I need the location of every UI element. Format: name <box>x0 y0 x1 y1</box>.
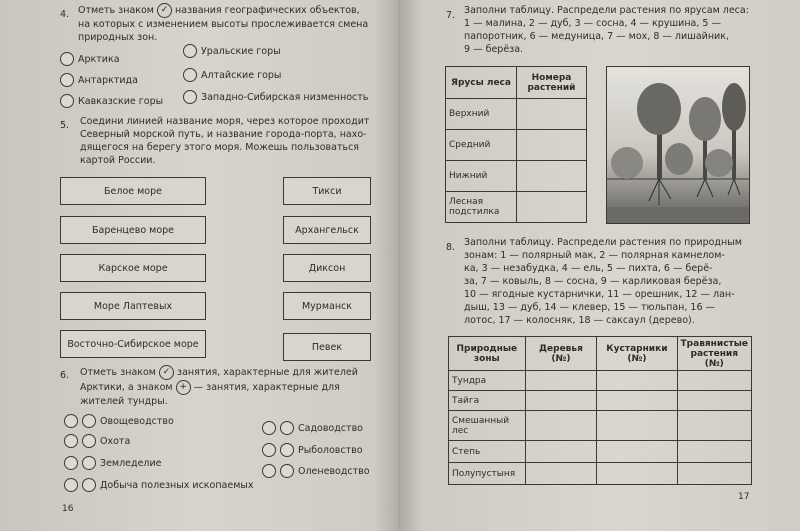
radio-circle-icon[interactable] <box>262 443 276 457</box>
table-header: Деревья (№) <box>525 337 597 371</box>
q4-text-line1-after: названия географических объектов, <box>175 5 360 16</box>
radio-circle-icon[interactable] <box>262 421 276 435</box>
table-header: Ярусы леса <box>446 67 517 99</box>
q6-number: 6. <box>60 370 70 381</box>
answer-cell[interactable] <box>525 371 597 391</box>
table-row: Степь <box>449 441 752 463</box>
table-row: Смешанный лес <box>449 411 752 441</box>
q4-text-line1: Отметь знаком <box>78 5 154 16</box>
sea-box-barents[interactable]: Баренцево море <box>60 216 206 244</box>
q5-text-line: Соедини линией название моря, через которое проходит <box>80 116 370 127</box>
radio-circle-icon[interactable] <box>280 443 294 457</box>
answer-cell[interactable] <box>597 391 677 411</box>
q4-option-ural[interactable]: Уральские горы <box>183 44 281 58</box>
q5-text-line: картой России. <box>80 155 156 166</box>
q6-option-reindeer[interactable]: Оленеводство <box>262 464 370 478</box>
answer-cell[interactable] <box>517 130 587 161</box>
q6-text: Отметь знаком ✓ занятия, характерные для жителей Арктики, а знаком + — занятия, характерные для жителей тундры. <box>80 367 358 407</box>
radio-circle-icon[interactable] <box>183 90 197 104</box>
q7-text-line: 9 — берёза. <box>464 44 524 55</box>
q8-text-line: зонам: 1 — полярный мак, 2 — полярная камнелом- <box>464 250 725 261</box>
table-row: Тундра <box>449 371 752 391</box>
forest-drawing <box>607 67 749 223</box>
q7-text-line: папоротник, 6 — медуница, 7 — мох, 8 — лишайник, <box>464 31 729 42</box>
page-number-left: 16 <box>62 504 74 514</box>
sea-box-east-siberian[interactable]: Восточно-Сибирское море <box>60 330 206 358</box>
q4-number: 4. <box>60 9 70 20</box>
q4-text <box>78 3 378 44</box>
q5-text-line: дящегося на берегу этого моря. Можешь пользоваться <box>80 142 360 153</box>
table-header: Кустарники (№) <box>597 337 677 371</box>
q7-text <box>464 4 769 56</box>
q8-text-line: лотос, 17 — колосняк, 18 — саксаул (дерево). <box>464 315 695 326</box>
table-header: Номера растений <box>517 67 587 99</box>
answer-cell[interactable] <box>525 391 597 411</box>
q6-option-hunting[interactable]: Охота <box>64 434 130 448</box>
radio-circle-icon[interactable] <box>280 421 294 435</box>
radio-circle-icon[interactable] <box>64 478 78 492</box>
q7-text-line: 1 — малина, 2 — дуб, 3 — сосна, 4 — крушина, 5 — <box>464 18 721 29</box>
q4-text-line2: на которых с изменением высоты прослеживается смена <box>78 19 369 30</box>
q5-text <box>80 115 380 167</box>
q6-option-farming[interactable]: Земледелие <box>64 456 162 470</box>
radio-circle-icon[interactable] <box>262 464 276 478</box>
answer-cell[interactable] <box>597 441 677 463</box>
radio-circle-icon[interactable] <box>82 434 96 448</box>
q4-option-west-siberian[interactable]: Западно-Сибирская низменность <box>183 90 368 104</box>
q5-number: 5. <box>60 120 70 131</box>
check-icon: ✓ <box>159 365 174 380</box>
left-page <box>0 0 398 531</box>
radio-circle-icon[interactable] <box>183 44 197 58</box>
table-row: Полупустыня <box>449 463 752 485</box>
sea-box-kara[interactable]: Карское море <box>60 254 206 282</box>
answer-cell[interactable] <box>525 411 597 441</box>
port-box-dikson[interactable]: Диксон <box>283 254 371 282</box>
q8-text-line: 10 — ягодные кустарнички, 11 — орешник, 12 — лан- <box>464 289 735 300</box>
radio-circle-icon[interactable] <box>64 456 78 470</box>
q4-option-altai[interactable]: Алтайские горы <box>183 68 281 82</box>
answer-cell[interactable] <box>525 441 597 463</box>
radio-circle-icon[interactable] <box>64 414 78 428</box>
table-row: Тайга <box>449 391 752 411</box>
answer-cell[interactable] <box>597 371 677 391</box>
forest-illustration <box>606 66 750 224</box>
table-row: Лесная подстилка <box>446 192 587 223</box>
answer-cell[interactable] <box>677 441 751 463</box>
plus-icon: + <box>176 380 191 395</box>
answer-cell[interactable] <box>517 99 587 130</box>
answer-cell[interactable] <box>517 192 587 223</box>
q6-option-fishing[interactable]: Рыболовство <box>262 443 363 457</box>
port-box-arkhangelsk[interactable]: Архангельск <box>283 216 371 244</box>
answer-cell[interactable] <box>677 391 751 411</box>
q6-option-vegetables[interactable]: Овощеводство <box>64 414 174 428</box>
check-icon: ✓ <box>157 3 172 18</box>
q7-text-line: Заполни таблицу. Распредели растения по ярусам леса: <box>464 5 749 16</box>
answer-cell[interactable] <box>677 411 751 441</box>
table-row: Верхний <box>446 99 587 130</box>
radio-circle-icon[interactable] <box>64 434 78 448</box>
q4-option-caucasus[interactable]: Кавказские горы <box>60 94 163 108</box>
answer-cell[interactable] <box>677 463 751 485</box>
q8-text-line: за, 7 — ковыль, 8 — сосна, 9 — карликовая берёза, <box>464 276 722 287</box>
natural-zones-table <box>448 336 752 485</box>
q8-text-line: ка, 3 — незабудка, 4 — ель, 5 — пихта, 6 — берё- <box>464 263 713 274</box>
table-header: Природные зоны <box>449 337 526 371</box>
table-header: Травянистые растения (№) <box>677 337 751 371</box>
q4-option-antarctica[interactable]: Антарктида <box>60 73 138 87</box>
radio-circle-icon[interactable] <box>82 456 96 470</box>
q8-text <box>464 236 774 327</box>
radio-circle-icon[interactable] <box>82 414 96 428</box>
q7-number: 7. <box>446 10 456 21</box>
forest-layers-table <box>445 66 587 223</box>
q8-number: 8. <box>446 242 456 253</box>
answer-cell[interactable] <box>677 371 751 391</box>
port-box-tiksi[interactable]: Тикси <box>283 177 371 205</box>
sea-box-beloe[interactable]: Белое море <box>60 177 206 205</box>
radio-circle-icon[interactable] <box>280 464 294 478</box>
radio-circle-icon[interactable] <box>60 94 74 108</box>
port-box-pevek[interactable]: Певек <box>283 333 371 361</box>
radio-circle-icon[interactable] <box>183 68 197 82</box>
sea-box-laptev[interactable]: Море Лаптевых <box>60 292 206 320</box>
radio-circle-icon[interactable] <box>60 73 74 87</box>
q8-text-line: дыш, 13 — дуб, 14 — клевер, 15 — тюльпан, 16 — <box>464 302 716 313</box>
q6-option-gardening[interactable]: Садоводство <box>262 421 363 435</box>
table-row: Нижний <box>446 161 587 192</box>
answer-cell[interactable] <box>597 411 677 441</box>
q4-option-arctic[interactable]: Арктика <box>60 52 120 66</box>
q8-text-line: Заполни таблицу. Распредели растения по природным <box>464 237 742 248</box>
radio-circle-icon[interactable] <box>82 478 96 492</box>
page-number-right: 17 <box>738 492 750 502</box>
port-box-murmansk[interactable]: Мурманск <box>283 292 371 320</box>
radio-circle-icon[interactable] <box>60 52 74 66</box>
answer-cell[interactable] <box>597 463 677 485</box>
q5-text-line: Северный морской путь, и название города-порта, нахо- <box>80 129 367 140</box>
answer-cell[interactable] <box>517 161 587 192</box>
q4-text-line3: природных зон. <box>78 32 158 43</box>
q6-option-mining[interactable]: Добыча полезных ископаемых <box>64 478 254 492</box>
table-row: Средний <box>446 130 587 161</box>
answer-cell[interactable] <box>525 463 597 485</box>
